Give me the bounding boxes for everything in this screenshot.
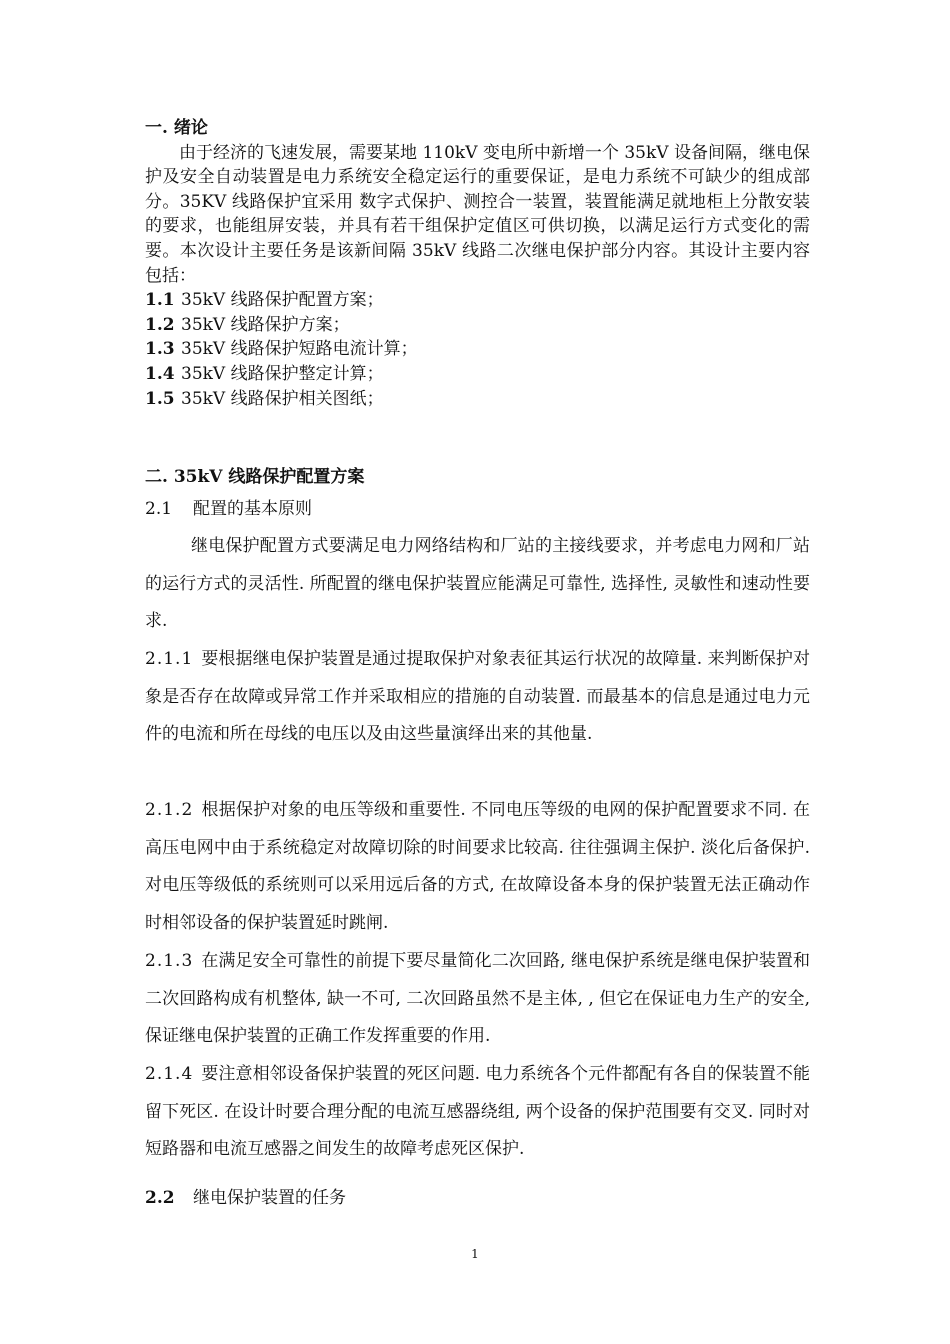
section-2 — [145, 464, 810, 522]
list-item — [145, 387, 810, 412]
subsection-title: 配置的基本原则 — [193, 499, 312, 519]
point-2-1-2 — [145, 792, 810, 943]
list-item-number: 1.1 — [145, 290, 175, 311]
subsection-number: 2.1 — [145, 499, 173, 519]
point-number: 2.1.4 — [145, 1064, 194, 1084]
list-item-number: 1.2 — [145, 314, 175, 335]
point-number: 2.1.2 — [145, 800, 194, 820]
subsection-2-2-heading — [145, 1184, 346, 1212]
list-item-text: 35kV 线路保护相关图纸； — [181, 388, 384, 409]
list-item-number: 1.5 — [145, 388, 175, 409]
list-item-number: 1.3 — [145, 339, 175, 360]
point-number: 2.1.1 — [145, 649, 194, 669]
point-2-1-1 — [145, 641, 810, 754]
intro-paragraph: 由于经济的飞速发展，需要某地 110kV 变电所中新增一个 35kV 设备间隔，继电保护及安全自动装置是电力系统安全稳定运行的重要保证，是电力系统不可缺少的组成部分。35KV 线路保护宜采用 数字式保护、测控合一装置，装置能满足就地柜上分散安装的要求，也能组屏安装，并具有若干组保护定值区可供切换，以满足运行方式变化的需要。本次设计主要任务是该新间隔 35kV 线路二次继电保护部分内容。其设计主要内容包括： — [145, 142, 810, 286]
list-item-text: 35kV 线路保护整定计算； — [181, 363, 384, 384]
point-2-1-4 — [145, 1056, 810, 1169]
section-1-title: 一. 绪论 — [145, 118, 208, 138]
section-1 — [145, 116, 810, 411]
list-item-text: 35kV 线路保护配置方案； — [181, 290, 384, 311]
subsection-2-1-heading — [145, 496, 810, 522]
point-text: 根据保护对象的电压等级和重要性. 不同电压等级的电网的保护配置要求不同. 在高压电网中由于系统稳定对故障切除的时间要求比较高. 往往强调主保护. 淡化后备保护. 对电压等级低的系统则可以采用远后备的方式, 在故障设备本身的保护装置无法正确动作时相邻设备的保护装置延时跳闸. — [145, 800, 810, 934]
list-item-text: 35kV 线路保护方案； — [181, 314, 350, 335]
point-text: 要注意相邻设备保护装置的死区问题. 电力系统各个元件都配有各自的保装置不能留下死区. 在设计时要合理分配的电流互感器绕组, 两个设备的保护范围要有交叉. 同时对短路器和电流互感器之间发生的故障考虑死区保护. — [145, 1064, 810, 1160]
list-item — [145, 313, 810, 338]
section-2-title: 二. 35kV 线路保护配置方案 — [145, 467, 365, 487]
point-text: 在满足安全可靠性的前提下要尽量简化二次回路, 继电保护系统是继电保护装置和二次回路构成有机整体, 缺一不可, 二次回路虽然不是主体, , 但它在保证电力生产的安全, 保证继电保护装置的正确工作发挥重要的作用. — [145, 951, 810, 1047]
point-number: 2.1.3 — [145, 951, 194, 971]
list-item-text: 35kV 线路保护短路电流计算； — [181, 339, 418, 360]
subsection-title: 继电保护装置的任务 — [193, 1188, 346, 1208]
content-list — [145, 288, 810, 411]
point-text: 要根据继电保护装置是通过提取保护对象表征其运行状况的故障量. 来判断保护对象是否存在故障或异常工作并采取相应的措施的自动装置. 而最基本的信息是通过电力元件的电流和所在母线的电压以及由这些量演绎出来的其他量. — [145, 649, 810, 745]
page-number: 1 — [471, 1247, 479, 1261]
list-item — [145, 337, 810, 362]
list-item — [145, 362, 810, 387]
list-item — [145, 288, 810, 313]
list-item-number: 1.4 — [145, 363, 175, 384]
subsection-number: 2.2 — [145, 1188, 175, 1208]
point-2-1-3 — [145, 943, 810, 1056]
principle-paragraph: 继电保护配置方式要满足电力网络结构和厂站的主接线要求，并考虑电力网和厂站的运行方式的灵活性. 所配置的继电保护装置应能满足可靠性, 选择性, 灵敏性和速动性要求. — [145, 536, 810, 632]
